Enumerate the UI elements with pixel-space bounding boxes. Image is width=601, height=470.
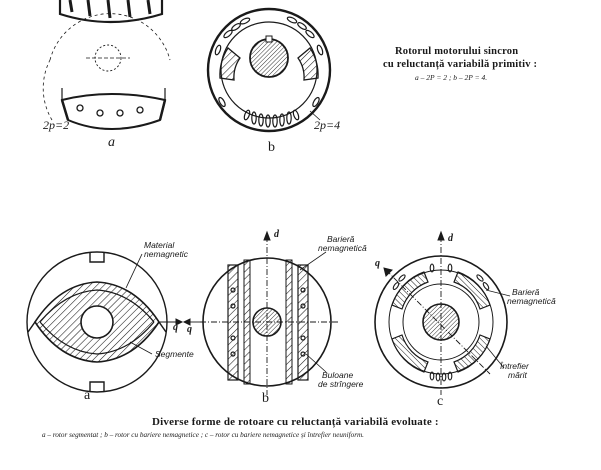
bottom-caption-sub: a – rotor segmentat ; b – rotor cu bariere nemagnetice ; c – rotor cu bariere nemagnetice și întrefier neuniform. — [42, 431, 364, 439]
top-rotor-a — [43, 0, 170, 129]
bottom-b-axis-d: d — [274, 229, 279, 240]
bottom-b-barrier-1 — [228, 265, 238, 380]
top-caption-line2: cu reluctanță variabilă primitiv : — [383, 59, 538, 70]
bottom-c-axis-d: d — [448, 233, 453, 244]
bottom-a-callout-segments: Segmente — [155, 349, 194, 359]
bottom-rotor-c — [375, 232, 510, 395]
bottom-rotor-b — [184, 232, 340, 395]
bottom-c-barrier-ul — [392, 272, 428, 309]
bottom-b-callout-bolts-1: Buloane — [322, 370, 354, 380]
top-rotor-b — [208, 9, 330, 131]
top-b-pole-left — [220, 48, 240, 80]
bottom-a-shaft — [81, 306, 113, 338]
bottom-c-barrier-ll — [392, 335, 428, 372]
top-b-pole-label: 2p=4 — [314, 118, 341, 132]
bottom-b-axis-q: q — [187, 324, 192, 335]
bottom-rotor-a — [27, 252, 182, 392]
bottom-c-callout-barrier-2: nemagnetică — [507, 296, 556, 306]
bottom-b-barrier-4 — [298, 265, 308, 380]
bottom-c-barrier-ur — [454, 272, 490, 309]
bottom-c-callout-gap-1: Întrefier — [500, 361, 529, 371]
top-b-shaft — [250, 39, 288, 77]
bottom-b-letter: b — [262, 391, 269, 406]
bottom-a-letter: a — [84, 388, 91, 403]
top-caption-sub: a – 2P = 2 ; b – 2P = 4. — [415, 73, 488, 82]
bottom-b-callout-bolts-2: de strîngere — [318, 379, 364, 389]
top-b-pole-right — [298, 48, 318, 80]
bottom-a-axis-q: q — [173, 322, 178, 333]
top-a-letter: a — [108, 135, 115, 150]
top-a-upper-pole — [60, 0, 162, 22]
bottom-c-callout-barrier-1: Barieră — [512, 287, 540, 297]
bottom-caption-title: Diverse forme de rotoare cu reluctanță variabilă evoluate : — [152, 416, 439, 428]
bottom-a-callout-material-1: Material — [144, 240, 175, 250]
bottom-c-barrier-lr — [454, 335, 490, 372]
top-a-pole-label: 2p=2 — [43, 118, 70, 132]
bottom-b-callout-barrier-2: nemagnetică — [318, 243, 367, 253]
bottom-c-letter: c — [437, 394, 444, 409]
bottom-a-callout-material-2: nemagnetic — [144, 249, 188, 259]
bottom-b-callout-barrier-1: Barieră — [327, 234, 355, 244]
bottom-c-axis-q: q — [375, 258, 380, 269]
top-a-lower-pole — [62, 94, 165, 129]
top-b-letter: b — [268, 140, 275, 155]
bottom-c-callout-gap-2: mărit — [508, 370, 527, 380]
top-caption-line1: Rotorul motorului sincron — [395, 46, 519, 57]
